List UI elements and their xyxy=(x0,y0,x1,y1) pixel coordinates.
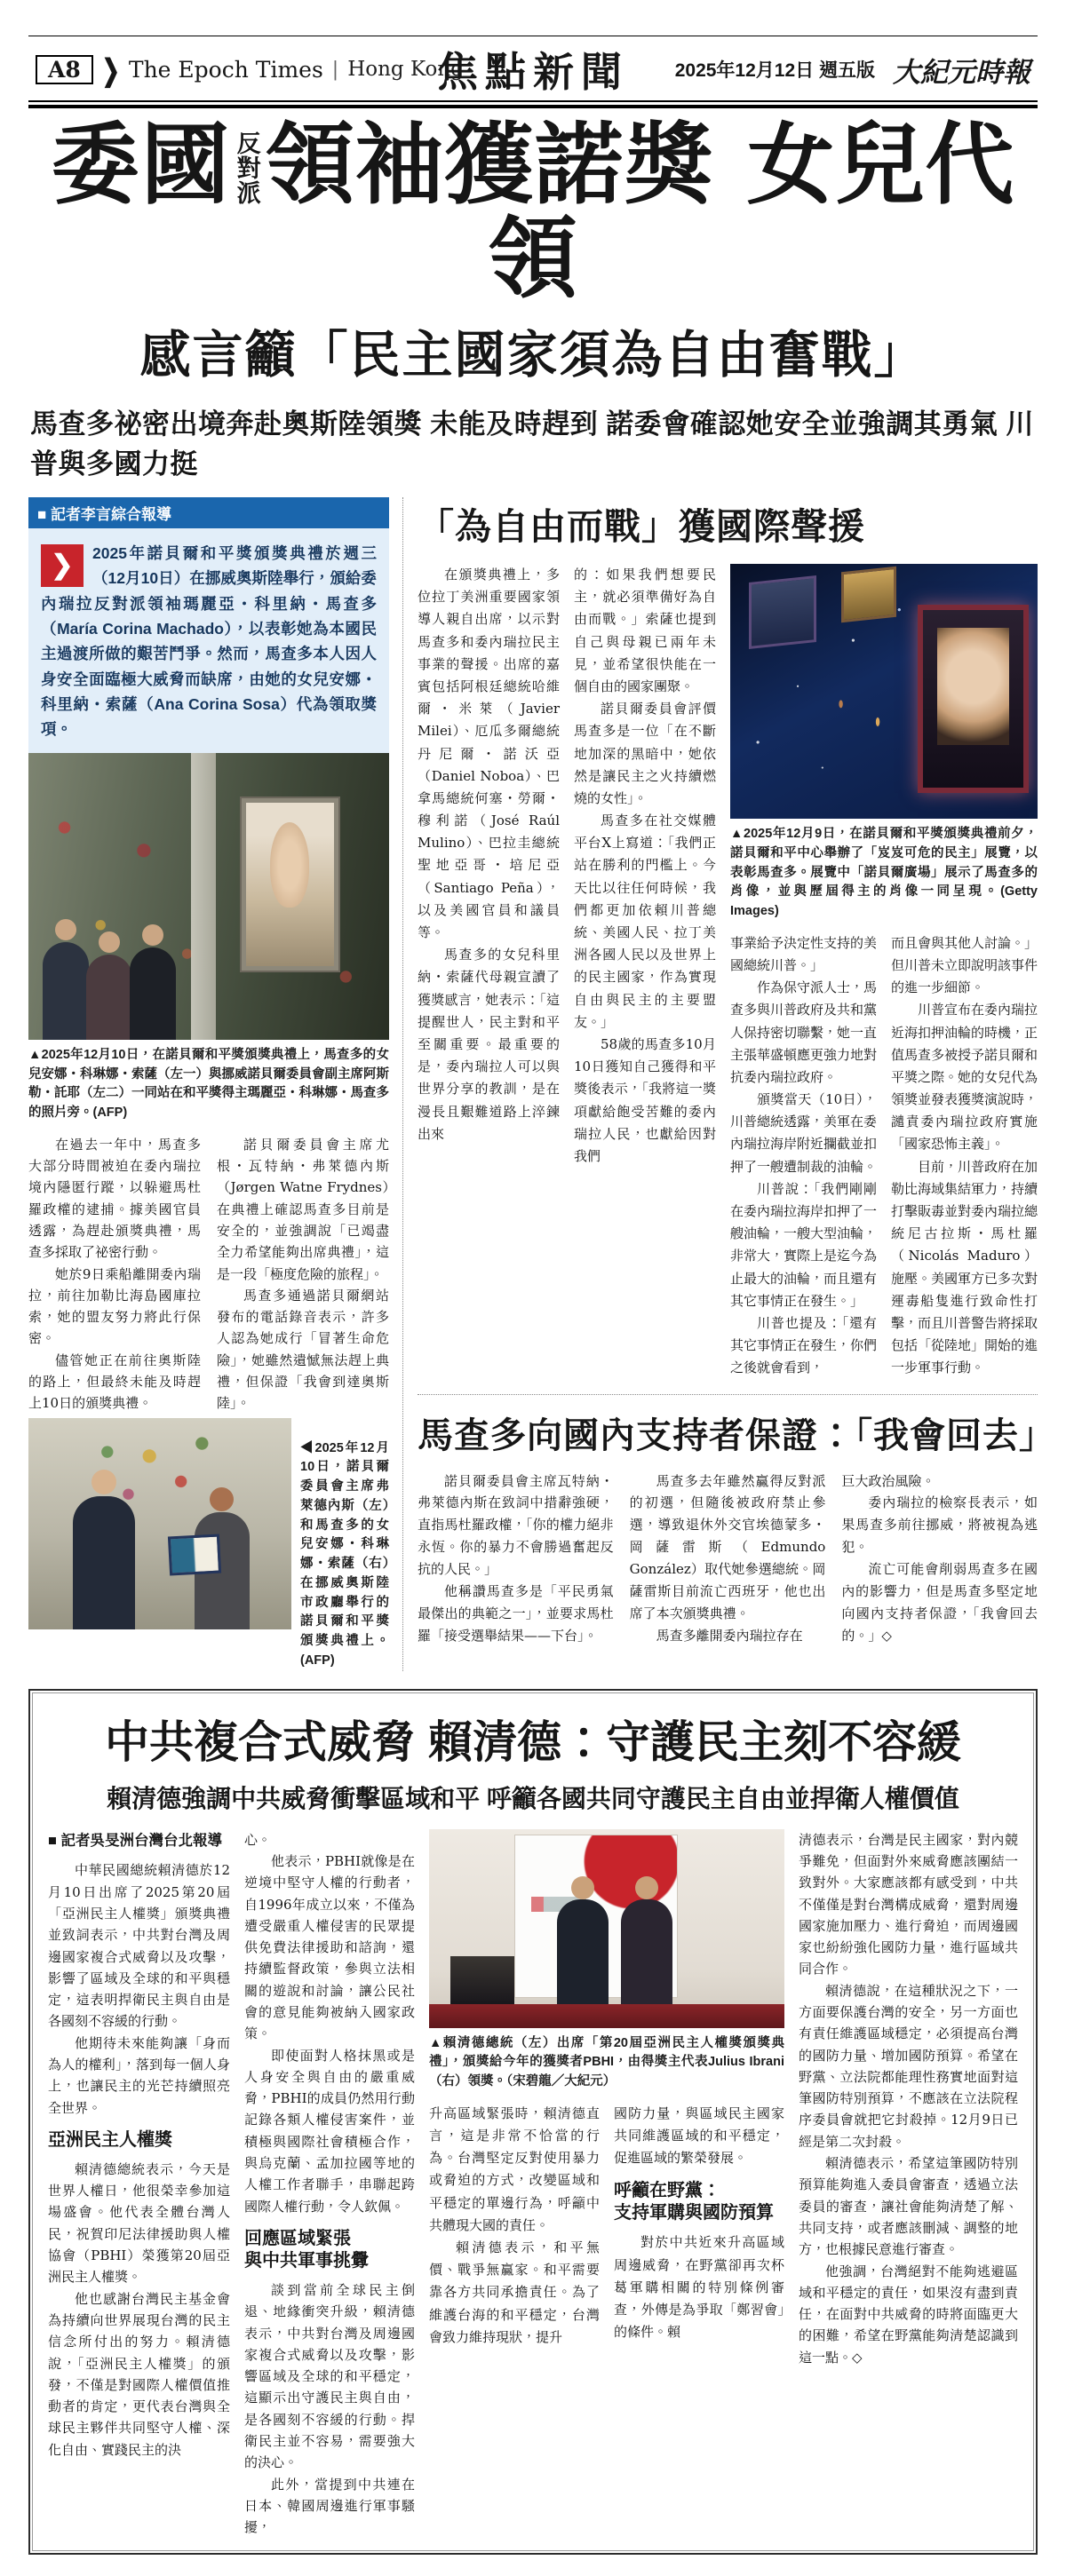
text-column xyxy=(217,1134,389,1415)
paragraph: 58歲的馬查多10月10日獲知自己獲得和平獎後表示，「我將這一獎項獻給飽受苦難的委內瑞拉人民，也獻給因對我們 xyxy=(574,1035,716,1164)
paragraph: 川普宣布在委內瑞拉近海扣押油輪的時機，正值馬查多被授予諾貝爾和平獎之際。她的女兒代為領獎並發表獲獎演說時，譴責委內瑞拉政府實施「國家恐怖主義」。 xyxy=(891,1002,1038,1153)
brand-logotype: 大紀元時報 xyxy=(893,56,1030,89)
byline-bar: ■ 記者李言綜合報導 xyxy=(28,497,389,528)
story2-headline: 「為自由而戰」獲國際聲援 xyxy=(418,506,865,547)
paragraph: 此外，當提到中共連在日本、韓國周邊進行軍事騷擾， xyxy=(244,2476,415,2536)
paragraph: 她於9日乘船離開委內瑞拉，前往加勒比海島國庫拉索，她的盟友努力將此行保密。 xyxy=(28,1265,201,1347)
paragraph: 他期待未來能夠讓「身而為人的權利」，落到每一個人身上，也讓民主的光芒持續照亮全世界。 xyxy=(48,2034,230,2116)
story4-photo-half xyxy=(429,1829,784,2539)
lead-paragraph-box xyxy=(28,528,389,753)
exhibit-portrait-tile xyxy=(749,575,816,649)
masthead-rule xyxy=(28,100,1038,108)
text-column xyxy=(891,932,1038,1380)
text-column xyxy=(244,1829,415,2539)
text-column xyxy=(48,1829,230,2539)
story4-grid xyxy=(48,1829,1018,2539)
story4-headline: 中共複合式威脅 賴清德：守護民主刻不容緩 xyxy=(105,1716,961,1767)
text-column xyxy=(28,1134,201,1415)
paragraph: 委內瑞拉的檢察長表示，如果馬查多前往挪威，將被視為逃犯。 xyxy=(841,1494,1038,1556)
main-grid xyxy=(28,497,1055,1671)
lead-story-text xyxy=(28,1134,389,1415)
photo-award-ceremony-lai xyxy=(429,1829,784,2028)
paragraph: 心。 xyxy=(244,1831,272,1848)
headline-pre: 委國 xyxy=(51,112,231,217)
photo-nobel-ceremony-stage xyxy=(28,753,389,1040)
bottom-story-box xyxy=(28,1689,1038,2555)
text-column xyxy=(418,1470,614,1647)
text-column xyxy=(614,2103,784,2349)
divider-bar: | xyxy=(331,58,339,81)
column-subhead: 亞洲民主人權獎 xyxy=(48,2129,172,2150)
photo1-caption: ▲2025年12月10日，在諾貝爾和平獎頒獎典禮上，馬查多的女兒安娜・科琳娜・索薩（左一）與挪威諾貝爾委員會副主席阿斯勒・託耶（左二）一同站在和平獎得主瑪麗亞・科琳娜・馬查多的照片旁。(AFP) xyxy=(28,1047,389,1120)
paragraph: 諾貝爾委員會評價馬查多是一位「在不斷地加深的黑暗中，她依然是讓民主之火持續燃燒的女性」。 xyxy=(574,701,716,806)
lead-story-column xyxy=(28,497,389,1671)
paragraph: 而且會與其他人討論。」但川普未立即說明該事件的進一步細節。 xyxy=(891,934,1038,996)
subhead-line: 呼籲在野黨： xyxy=(614,2181,720,2201)
paragraph: 即使面對人格抹黑或是人身安全與自由的嚴重威脅，PBHI的成員仍然用行動記錄各類人權侵害案件，並積極與國際社會積極合作，與烏克蘭、孟加拉國等地的人權工作者聯手，串聯起跨國際人權行動，令人欽佩。 xyxy=(244,2047,415,2215)
person-silhouette xyxy=(621,1899,672,2004)
story4-lower-columns xyxy=(429,2103,784,2349)
paragraph: 賴清德說，在這種狀況之下，一方面要保護台灣的安全，另一方面也有責任維護區域穩定，必須提高台灣的國防力量、增加國防預算。希望在野黨、立法院都能理性務實地面對這筆國防特別預算，不應該在立法院程序委員會就把它封殺掉。12月9日已經是第二次封殺。 xyxy=(799,1982,1018,2150)
person-silhouette xyxy=(130,947,176,1040)
story3-grid xyxy=(418,1470,1038,1647)
machado-exhibit-frame xyxy=(918,605,1029,793)
text-column xyxy=(799,1829,1018,2539)
photo2-caption: ◀2025年12月10日，諾貝爾委員會主席弗萊德內斯（左）和馬查多的女兒安娜・科琳娜・索薩（右）在挪威奧斯陸市政廳舉行的諾貝爾和平獎頒獎典禮上。(AFP) xyxy=(300,1440,389,1668)
paragraph: 馬查多在社交媒體平台X上寫道：「我們正站在勝利的門檻上。今天比以往任何時候，我們都更加依賴川普總統、美國人民、拉丁美洲各國人民以及世界上的民主國家，作為實現自由與民主的主要盟友。」 xyxy=(574,812,716,1030)
chevron-right-icon: ❯ xyxy=(101,51,120,88)
paragraph: 諾貝爾委員會主席尤根・瓦特納・弗萊德內斯（Jørgen Watne Frydnes）在典禮上確認馬查多目前是安全的，並強調說「已竭盡全力希望能夠出席典禮」，這是一段「極度危險的旅程」。 xyxy=(217,1136,389,1282)
lead-paragraph: 2025年諾貝爾和平獎頒獎典禮於週三（12月10日）在挪威奧斯陸舉行，頒給委內瑞拉反對派領袖瑪麗亞・科里納・馬查多（María Corina Machado），以表彰她為本國民主過渡所做的艱苦鬥爭。然而，馬查多本人因人身安全面臨極大威脅而缺席，由她的女兒安娜・科里納・索薩（Ana Corina Sosa）代為領取獎項。 xyxy=(41,544,377,739)
paragraph: 國防力量，與區域民主國家共同維護區域的和平穩定，促進區域的繁榮發展。 xyxy=(614,2104,784,2167)
paragraph: 賴清德表示，和平無價、戰爭無贏家。和平需要靠各方共同承擔責任。為了維護台海的和平穩定，台灣會致力維持現狀，提升 xyxy=(429,2239,600,2345)
paragraph: 作為保守派人士，馬查多與川普政府及共和黨人保持密切聯繫，她一直主張華盛頓應更強力地對抗委內瑞拉政府。 xyxy=(730,979,878,1085)
subhead-line: 與中共軍事挑釁 xyxy=(244,2250,369,2271)
secondary-photo-row xyxy=(28,1418,389,1671)
paragraph: 在頒獎典禮上，多位拉丁美洲重要國家領導人親自出席，以示對馬查多和委內瑞拉民主事業的聲援。出席的嘉賓包括阿根廷總統哈維爾・米萊（Javier Milei）、厄瓜多爾總統丹尼爾・諾沃亞（Daniel Noboa）、巴拿馬總統何塞・勞爾・穆利諾（José Raúl Mulino）、巴拉圭總統聖地亞哥・培尼亞（Santiago Peña），以及美國官員和議員等。 xyxy=(418,567,560,940)
paragraph: 目前，川普政府在加勒比海域集結軍力，持續打擊販毒並對委內瑞拉總統尼古拉斯・馬杜羅（Nicolás Maduro）施壓。美國軍方已多次對運毒船隻進行致命性打擊，而且川普警告將採取包括「從陸地」開始的進一步軍事行動。 xyxy=(891,1158,1038,1376)
paragraph: 中華民國總統賴清德於12月10日出席了2025第20屆「亞洲民主人權獎」頒獎典禮並致詞表示，中共對台灣及周邊國家複合式威脅以及攻擊，影響了區域及全球的和平與穩定，這表明捍衛民主與自由是各國刻不容緩的行動。 xyxy=(48,1862,230,2030)
portrait-face-shape xyxy=(270,822,309,908)
photo3-caption: ▲2025年12月9日，在諾貝爾和平獎頒獎典禮前夕，諾貝爾和平中心舉辦了「岌岌可危的民主」展覽，以表彰馬查多。展覽中「諾貝爾廣場」展示了馬查多的肖像，並與歷屆得主的肖像一同呈現。(Getty Images) xyxy=(730,827,1038,918)
story2-lower-columns xyxy=(730,932,1038,1380)
paragraph: 馬查多的女兒科里納・索薩代母親宣讀了獲獎感言，她表示：「這提醒世人，民主對和平至關重要。最重要的是，委內瑞拉人可以與世界分享的教訓，是在漫長且艱難道路上淬鍊出來 xyxy=(418,947,560,1142)
paragraph: 他表示，PBHI就像是在逆境中堅守人權的行動者，自1996年成立以來，不僅為遭受嚴重人權侵害的民眾提供免費法律援助和諮詢，還持續監督政策，參與立法相關的遊說和討論，讓公民社會的意見能夠被納入國家政策。 xyxy=(244,1852,415,2042)
column-subhead xyxy=(614,2180,784,2224)
paragraph: 賴清德表示，希望這筆國防特別預算能夠進入委員會審查，透過立法委員的審查，讓社會能夠清楚了解、共同支持，或者應該刪減、調整的地方，也根據民意進行審查。 xyxy=(799,2155,1018,2258)
paragraph: 他也感謝台灣民主基金會為持續向世界展現台灣的民主信念所付出的努力。賴清德說，「亞洲民主人權獎」的頒發，不僅是對國際人權價值推動者的肯定，更代表台灣與全球民主夥伴共同堅守人權、深化自由、實踐民主的決 xyxy=(48,2290,230,2458)
nobel-diploma-shape xyxy=(168,1534,221,1575)
text-column xyxy=(574,564,716,1380)
deck-line: 馬查多祕密出境奔赴奧斯陸領獎 未能及時趕到 諾委會確認她安全並強調其勇氣 川普與多國力挺 xyxy=(30,408,1034,480)
paragraph: 賴清德總統表示，今天是世界人權日，他很榮幸參加這場盛會。他代表全體台灣人民，祝賀印尼法律援助與人權協會（PBHI）榮獲第20屆亞洲民主人權獎。 xyxy=(48,2160,230,2286)
person-silhouette xyxy=(73,1496,135,1629)
text-column xyxy=(730,932,877,1380)
paragraph: 巨大政治風險。 xyxy=(841,1472,935,1489)
person-silhouette xyxy=(43,942,89,1040)
machado-portrait-frame xyxy=(242,798,339,971)
headline-post: 領袖獲諾獎 女兒代領 xyxy=(265,112,1015,311)
main-headline xyxy=(28,112,1038,311)
paragraph: 他稱讚馬查多是「平民勇氣最傑出的典範之一」，並要求馬杜羅「接受選舉結果——下台」。 xyxy=(418,1582,614,1644)
text-column xyxy=(630,1470,826,1647)
story2-grid xyxy=(418,564,1038,1380)
paragraph: 在過去一年中，馬查多大部分時間被迫在委內瑞拉境內隱匿行蹤，以躲避馬杜羅政權的逮捕。據美國官員透露，為趕赴頒獎典禮，馬查多採取了祕密行動。 xyxy=(28,1136,201,1261)
lead-arrow-icon: ❯ xyxy=(41,544,84,587)
photo4-caption: ▲賴清德總統（左）出席「第20屆亞洲民主人權獎頒獎典禮」，頒獎給今年的獲獎者PBHI，由得獎主代表Julius Ibrani（右）領獎。（宋碧龍／大紀元） xyxy=(429,2035,784,2089)
right-region xyxy=(402,497,1055,1671)
story3-headline: 馬查多向國內支持者保證：「我會回去」 xyxy=(418,1415,1055,1455)
paragraph: 馬查多通過諾貝爾網站發布的電話錄音表示，許多人認為她成行「冒著生命危險」，她雖然遺憾無法趕上典禮，但保證「我會到達奧斯陸」。 xyxy=(217,1287,389,1412)
paragraph: 談到當前全球民主倒退、地緣衝突升級，賴清德表示，中共對台灣及周邊國家複合式威脅以及攻擊，影響區域及全球的和平穩定，這顯示出守護民主與自由，是各國刻不容緩的行動。捍衛民主並不容易，需要強大的決心。 xyxy=(244,2281,415,2471)
masthead-right xyxy=(640,50,1030,90)
stage-carpet-shape xyxy=(429,2004,784,2028)
masthead-left xyxy=(36,51,464,88)
paragraph: 頒獎當天（10日），川普總統透露，美軍在委內瑞拉海岸附近攔截並扣押了一艘遭制裁的油輪。 xyxy=(730,1091,878,1175)
paragraph: 馬查多去年雖然贏得反對派的初選，但隨後被政府禁止參選，導致退休外交官埃德蒙多・岡薩雷斯（Edmundo González）取代她參選總統。岡薩雷斯目前流亡西班牙，他也出席了本次頒獎典禮。 xyxy=(629,1472,826,1621)
paragraph: 諾貝爾委員會主席瓦特納・弗萊德內斯在致詞中措辭強硬，直指馬杜羅政權，「你的權力絕非永恆。你的暴力不會勝過奮起反抗的人民。」 xyxy=(418,1472,614,1578)
sub-headline: 感言籲「民主國家須為自由奮戰」 xyxy=(139,327,927,384)
paragraph: 流亡可能會削弱馬查多在國內的影響力，但是馬查多堅定地向國內支持者保證，「我會回去的。」◇ xyxy=(841,1561,1038,1644)
headline-kicker: 反對派 xyxy=(232,131,260,205)
edition-region: Hong Kong xyxy=(347,58,464,81)
text-column xyxy=(841,1470,1038,1647)
paper-name: The Epoch Times xyxy=(128,56,323,83)
exhibit-portrait-tile xyxy=(841,566,896,622)
section-title: 焦點新聞 xyxy=(437,49,629,95)
story2-photo-half xyxy=(730,564,1038,1380)
paragraph: 的：如果我們想要民主，就必須準備好為自由而戰。」索薩也提到自己與母親已兩年未見，並希望很快能在一個自由的國家團聚。 xyxy=(574,567,716,694)
photo-nobel-exhibition xyxy=(730,564,1038,819)
paragraph: 對於中共近來升高區域周邊威脅，在野黨卻再次杯葛軍購相關的特別條例審查，外傳是為爭取「鄭習會」的條件。賴 xyxy=(614,2234,784,2341)
paragraph: 川普也提及：「還有其它事情正在發生，你們之後就會看到， xyxy=(730,1314,878,1376)
stage-table-shape xyxy=(450,1956,514,2008)
subhead-line: 支持軍購與國防預算 xyxy=(614,2203,774,2223)
story4-byline: ■ 記者吳旻洲台灣台北報導 xyxy=(48,1832,223,1849)
column-subhead xyxy=(244,2228,415,2272)
photo-pillar-shape xyxy=(191,753,216,1040)
paragraph: 馬查多離開委內瑞拉存在 xyxy=(656,1627,803,1644)
story3 xyxy=(418,1394,1055,1647)
story4-subheadline: 賴清德強調中共威脅衝擊區域和平 呼籲各國共同守護民主自由並捍衛人權價值 xyxy=(107,1784,959,1812)
photo-diploma-presentation xyxy=(28,1418,291,1629)
person-silhouette xyxy=(86,955,132,1040)
masthead xyxy=(28,36,1038,100)
paragraph: 他強調，台灣絕對不能夠逃避區域和平穩定的責任，如果沒有盡到責任，在面對中共威脅的時將面臨更大的困難，希望在野黨能夠清楚認識到這一點。◇ xyxy=(799,2263,1018,2366)
paragraph: 事業給予決定性支持的美國總統川普。」 xyxy=(730,934,878,973)
paragraph: 升高區域緊張時，賴清德直言，這是非常不恰當的行為。台灣堅定反對使用暴力或脅迫的方式，改變區域和平穩定的單邊行為，呼籲中共體現大國的責任。 xyxy=(429,2104,600,2233)
paragraph: 清德表示，台灣是民主國家，對內競爭難免，但面對外來威脅應該團結一致對外。大家應該都有感受到，中共不僅僅是對台灣構成威脅，還對周邊國家施加壓力、進行脅迫，而周邊國家也紛紛強化國防力量，進行區域共同合作。 xyxy=(799,1831,1018,1978)
person-silhouette xyxy=(557,1899,609,2004)
issue-date: 2025年12月12日 週五版 xyxy=(674,60,875,81)
portrait-face-shape xyxy=(937,628,1009,745)
paragraph: 儘管她正在前往奧斯陸的路上，但最終未能及時趕上10日的頒獎典禮。 xyxy=(28,1351,201,1412)
page-number: A8 xyxy=(36,55,93,84)
text-column xyxy=(418,564,560,1380)
text-column xyxy=(429,2103,600,2349)
subhead-line: 回應區域緊張 xyxy=(244,2228,351,2248)
paragraph: 川普說：「我們剛剛在委內瑞拉海岸扣押了一艘油輪，一艘大型油輪，非常大，實際上是迄今為止最大的油輪，而且還有其它事情正在發生。」 xyxy=(730,1180,878,1309)
